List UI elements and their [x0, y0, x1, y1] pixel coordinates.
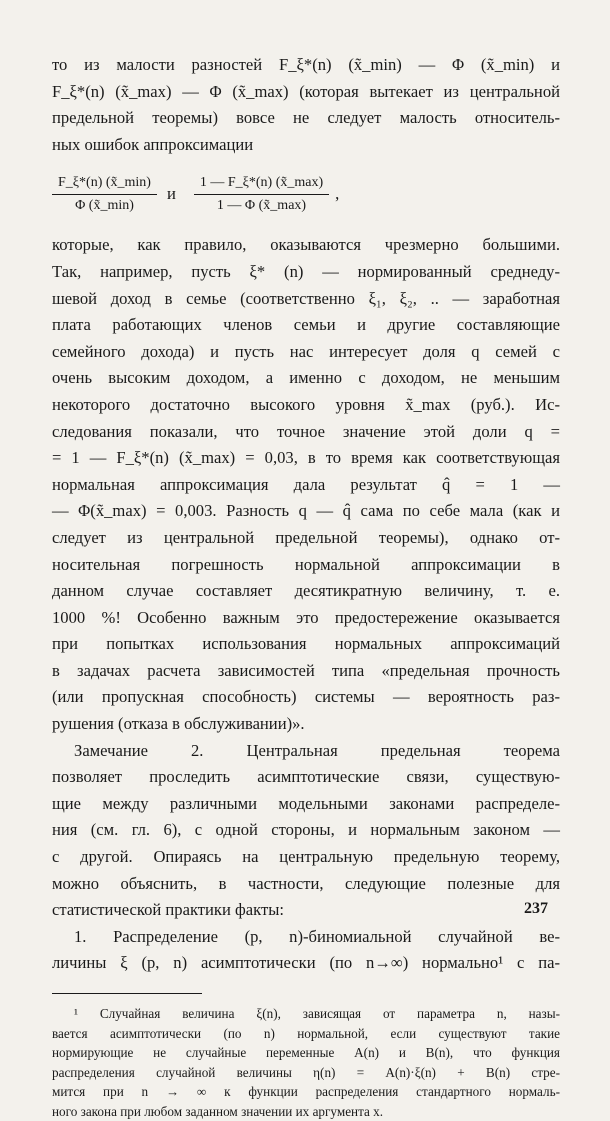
text-line: рушения (отказа в обслуживании)».	[52, 711, 560, 738]
footnote-divider	[52, 993, 202, 994]
text-line: щие между различными модельными законами распределе-	[52, 791, 560, 818]
text-line: следования показали, что точное значение этой доли q =	[52, 419, 560, 446]
fraction-denominator: Φ (x̃_min)	[69, 195, 140, 214]
footnote-line: мится при n → ∞ к функции распределения стандартного нормаль-	[52, 1082, 560, 1102]
text-line: 1000 %! Особенно важным это предостережение оказывается	[52, 605, 560, 632]
footnote-line: распределения случайной величины η(n) = A(n)·ξ(n) + B(n) стре-	[52, 1063, 560, 1083]
display-formula	[52, 160, 560, 228]
text-line: Так, например, пусть ξ* (n) — нормированный среднеду-	[52, 259, 560, 286]
text-line: которые, как правило, оказываются чрезмерно большими.	[52, 232, 560, 259]
footnote-line: нормирующие не случайные переменные A(n) и B(n), что функция	[52, 1043, 560, 1063]
footnote-line: вается асимптотически (по n) нормальной, если существуют такие	[52, 1024, 560, 1044]
text-line: ных ошибок аппроксимации	[52, 132, 560, 159]
fraction-min	[52, 175, 157, 214]
text-line: некоторого достаточно высокого уровня x̃_max (руб.). Ис-	[52, 392, 560, 419]
text-line: в задачах расчета зависимостей типа «предельная прочность	[52, 658, 560, 685]
text-line: носительная погрешность нормальной аппроксимации в	[52, 552, 560, 579]
text-line: следует из центральной предельной теоремы), однако от-	[52, 525, 560, 552]
text-line: плата работающих членов семьи и другие составляющие	[52, 312, 560, 339]
text-line: семейного дохода) и пусть нас интересует доля q семей с	[52, 339, 560, 366]
text-line: очень высоким доходом, а именно с доходом, не меньшим	[52, 365, 560, 392]
paragraph-main	[52, 232, 560, 977]
text-line: позволяет проследить асимптотические связи, существую-	[52, 764, 560, 791]
formula-comma: ,	[335, 184, 339, 204]
footnote-line: ¹ Случайная величина ξ(n), зависящая от параметра n, назы-	[52, 1004, 560, 1024]
text-line: можно объяснить, в частности, следующие полезные для	[52, 871, 560, 898]
text-line: ния (см. гл. 6), с одной стороны, и нормальным законом —	[52, 817, 560, 844]
text-line: статистической практики факты:	[52, 897, 560, 924]
footnote-line: ного закона при любом заданном значении их аргумента x.	[52, 1102, 560, 1121]
page-body	[52, 52, 560, 1121]
text-line: при попытках использования нормальных аппроксимаций	[52, 631, 560, 658]
formula-conjunction: и	[167, 184, 176, 204]
text-line: личины ξ (p, n) асимптотически (по n→∞) нормально¹ с па-	[52, 950, 560, 977]
text-line: данном случае составляет десятикратную величину, т. е.	[52, 578, 560, 605]
fraction-max	[194, 175, 329, 214]
text-line: (или пропускная способность) системы — вероятность раз-	[52, 684, 560, 711]
text-line: нормальная аппроксимация дала результат q̂ = 1 —	[52, 472, 560, 499]
page-number: 237	[524, 900, 548, 918]
text-line: F_ξ*(n) (x̃_max) — Φ (x̃_max) (которая вытекает из центральной	[52, 79, 560, 106]
text-line: шевой доход в семье (соответственно ξ₁, ξ₂, .. — заработная	[52, 286, 560, 313]
fraction-numerator: 1 — F_ξ*(n) (x̃_max)	[194, 175, 329, 195]
text-line: = 1 — F_ξ*(n) (x̃_max) = 0,03, в то время как соответствующая	[52, 445, 560, 472]
paragraph-intro	[52, 52, 560, 158]
fraction-numerator: F_ξ*(n) (x̃_min)	[52, 175, 157, 195]
text-line: — Φ(x̃_max) = 0,003. Разность q — q̂ сама по себе мала (как и	[52, 498, 560, 525]
footnote	[52, 1004, 560, 1121]
text-line: предельной теоремы) вовсе не следует малость относитель-	[52, 105, 560, 132]
fraction-denominator: 1 — Φ (x̃_max)	[211, 195, 312, 214]
text-line: Замечание 2. Центральная предельная теорема	[52, 738, 560, 765]
text-line: с другой. Опираясь на центральную предельную теорему,	[52, 844, 560, 871]
text-line: 1. Распределение (p, n)-биномиальной случайной ве-	[52, 924, 560, 951]
text-line: то из малости разностей F_ξ*(n) (x̃_min) — Φ (x̃_min) и	[52, 52, 560, 79]
